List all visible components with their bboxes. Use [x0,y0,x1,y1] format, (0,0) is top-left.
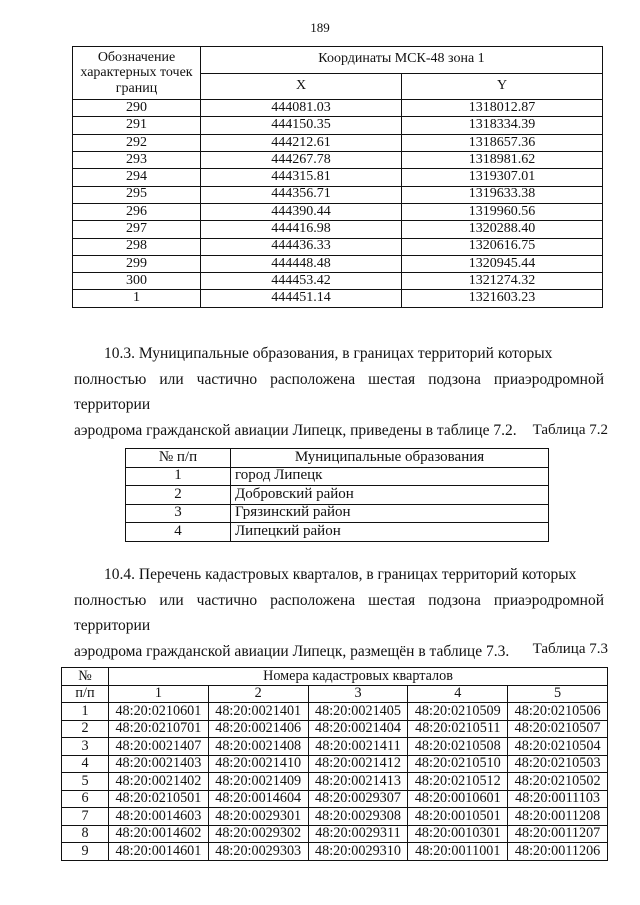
table-row [73,221,603,238]
cadastral-number-cell: 48:20:0021409 [208,773,308,791]
coordinates-table [72,46,603,308]
header-point-designation: Обозначение характерных точек границ [73,47,201,100]
cadastral-number-cell: 48:20:0210511 [408,720,508,738]
x-coordinate-cell: 444451.14 [201,290,402,307]
cadastral-number-cell: 48:20:0010601 [408,790,508,808]
y-coordinate-cell: 1318012.87 [402,100,603,117]
row-number-cell: 7 [62,808,109,826]
row-number-cell: 1 [126,467,231,486]
paragraph-10-3-line-2: полностью или частично расположена шестая подзона приаэродромной территории [74,370,604,413]
cadastral-number-cell: 48:20:0021408 [208,738,308,756]
table-row [73,186,603,203]
column-number-cell: 3 [308,685,408,703]
column-number-cell: 1 [109,685,209,703]
paragraph-10-3-line-3: аэродрома гражданской авиации Липецк, приведены в таблице 7.2. [74,421,517,439]
cadastral-number-cell: 48:20:0210503 [508,755,608,773]
cadastral-number-cell: 48:20:0210507 [508,720,608,738]
x-coordinate-cell: 444448.48 [201,255,402,272]
y-coordinate-cell: 1318334.39 [402,117,603,134]
row-number-cell: 2 [126,486,231,505]
municipalities-header-row [126,449,549,468]
cadastral-number-cell: 48:20:0210509 [408,703,508,721]
table-row [73,290,603,307]
table-row [62,808,608,826]
point-number-cell: 298 [73,238,201,255]
y-coordinate-cell: 1319307.01 [402,169,603,186]
paragraph-10-3 [74,341,604,443]
cadastral-number-cell: 48:20:0210504 [508,738,608,756]
table-row [62,843,608,861]
row-number-cell: 3 [62,738,109,756]
cadastral-number-cell: 48:20:0014602 [109,825,209,843]
cadastral-number-cell: 48:20:0010301 [408,825,508,843]
table-7-3-caption: Таблица 7.3 [532,641,608,657]
point-number-cell: 294 [73,169,201,186]
point-number-cell: 299 [73,255,201,272]
municipalities-table-body [126,449,549,542]
x-coordinate-cell: 444416.98 [201,221,402,238]
cadastral-number-cell: 48:20:0029302 [208,825,308,843]
row-number-cell: 9 [62,843,109,861]
y-coordinate-cell: 1318981.62 [402,152,603,169]
point-number-cell: 296 [73,203,201,220]
table-row [73,273,603,290]
paragraph-10-4 [74,562,604,664]
cadastral-column-numbers-row [62,685,608,703]
row-number-cell: 4 [62,755,109,773]
x-coordinate-cell: 444081.03 [201,100,402,117]
point-number-cell: 300 [73,273,201,290]
page-number: 189 [310,20,330,35]
cadastral-number-cell: 48:20:0021412 [308,755,408,773]
table-row [73,152,603,169]
coordinates-header-row [73,47,603,74]
table-row [126,486,549,505]
cadastral-number-cell: 48:20:0011208 [508,808,608,826]
row-number-cell: 5 [62,773,109,791]
cadastral-number-cell: 48:20:0210510 [408,755,508,773]
cadastral-number-cell: 48:20:0021407 [109,738,209,756]
cadastral-header-row [62,668,608,686]
y-coordinate-cell: 1320288.40 [402,221,603,238]
cadastral-table-body [62,668,608,861]
y-coordinate-cell: 1320616.75 [402,238,603,255]
municipality-name-cell: город Липецк [231,467,549,486]
municipality-name-cell: Липецкий район [231,523,549,542]
paragraph-10-3-line-1: 10.3. Муниципальные образования, в границах территорий которых [104,345,553,362]
y-coordinate-cell: 1319960.56 [402,203,603,220]
cadastral-number-cell: 48:20:0210701 [109,720,209,738]
cadastral-number-cell: 48:20:0021403 [109,755,209,773]
cadastral-number-cell: 48:20:0210502 [508,773,608,791]
cadastral-number-cell: 48:20:0210501 [109,790,209,808]
table-row [73,117,603,134]
header-y: Y [402,73,603,100]
cadastral-number-cell: 48:20:0014604 [208,790,308,808]
cadastral-number-cell: 48:20:0021411 [308,738,408,756]
cadastral-number-cell: 48:20:0014601 [109,843,209,861]
cadastral-number-cell: 48:20:0010501 [408,808,508,826]
paragraph-10-4-line-2: полностью или частично расположена шестая подзона приаэродромной территории [74,591,604,634]
x-coordinate-cell: 444150.35 [201,117,402,134]
table-row [62,703,608,721]
row-number-cell: 1 [62,703,109,721]
cadastral-number-cell: 48:20:0021405 [308,703,408,721]
cadastral-number-cell: 48:20:0021406 [208,720,308,738]
table-row [73,134,603,151]
point-number-cell: 1 [73,290,201,307]
cadastral-number-cell: 48:20:0210601 [109,703,209,721]
cadastral-number-cell: 48:20:0021401 [208,703,308,721]
y-coordinate-cell: 1321603.23 [402,290,603,307]
point-number-cell: 297 [73,221,201,238]
point-number-cell: 295 [73,186,201,203]
table-row [62,720,608,738]
cadastral-number-cell: 48:20:0014603 [109,808,209,826]
table-row [62,825,608,843]
table-row [73,238,603,255]
y-coordinate-cell: 1321274.32 [402,273,603,290]
point-number-cell: 291 [73,117,201,134]
header-x: X [201,73,402,100]
header-coordinates: Координаты МСК-48 зона 1 [201,47,603,74]
table-row [62,790,608,808]
table-row [62,755,608,773]
x-coordinate-cell: 444453.42 [201,273,402,290]
cadastral-number-cell: 48:20:0210506 [508,703,608,721]
point-number-cell: 290 [73,100,201,117]
row-number-cell: 6 [62,790,109,808]
column-number-cell: 2 [208,685,308,703]
table-row [62,738,608,756]
x-coordinate-cell: 444212.61 [201,134,402,151]
table-row [126,523,549,542]
x-coordinate-cell: 444315.81 [201,169,402,186]
table-row [73,100,603,117]
cadastral-number-cell: 48:20:0029310 [308,843,408,861]
municipalities-table [125,448,549,542]
cadastral-number-cell: 48:20:0021413 [308,773,408,791]
table-row [126,467,549,486]
y-coordinate-cell: 1319633.38 [402,186,603,203]
x-coordinate-cell: 444390.44 [201,203,402,220]
table-7-2-caption: Таблица 7.2 [532,422,608,438]
paragraph-10-4-line-1: 10.4. Перечень кадастровых кварталов, в границах территорий которых [104,566,577,583]
cadastral-number-cell: 48:20:0021402 [109,773,209,791]
municipality-name-cell: Добровский район [231,486,549,505]
cadastral-number-cell: 48:20:0210512 [408,773,508,791]
municipality-name-cell: Грязинский район [231,504,549,523]
table-row [73,255,603,272]
cadastral-number-cell: 48:20:0011103 [508,790,608,808]
row-number-cell: 2 [62,720,109,738]
table-row [73,169,603,186]
cadastral-number-cell: 48:20:0029303 [208,843,308,861]
table-row [73,203,603,220]
column-number-cell: 5 [508,685,608,703]
cadastral-number-cell: 48:20:0029308 [308,808,408,826]
row-number-cell: 4 [126,523,231,542]
cadastral-number-cell: 48:20:0029307 [308,790,408,808]
header-number-sign: № [62,668,109,686]
x-coordinate-cell: 444267.78 [201,152,402,169]
cadastral-number-cell: 48:20:0021410 [208,755,308,773]
paragraph-10-4-line-3: аэродрома гражданской авиации Липецк, размещён в таблице 7.3. [74,642,510,660]
row-number-cell: 3 [126,504,231,523]
cadastral-number-cell: 48:20:0210508 [408,738,508,756]
cadastral-quarters-table [61,667,608,861]
y-coordinate-cell: 1320945.44 [402,255,603,272]
point-number-cell: 292 [73,134,201,151]
header-cadastral-title: Номера кадастровых кварталов [109,668,608,686]
cadastral-number-cell: 48:20:0011001 [408,843,508,861]
header-municipality: Муниципальные образования [231,449,549,468]
table-row [126,504,549,523]
cadastral-number-cell: 48:20:0011207 [508,825,608,843]
header-row-number: № п/п [126,449,231,468]
cadastral-number-cell: 48:20:0011206 [508,843,608,861]
coordinates-table-body [73,47,603,308]
column-number-cell: 4 [408,685,508,703]
cadastral-number-cell: 48:20:0029301 [208,808,308,826]
x-coordinate-cell: 444356.71 [201,186,402,203]
row-number-cell: 8 [62,825,109,843]
table-row [62,773,608,791]
y-coordinate-cell: 1318657.36 [402,134,603,151]
header-row-number-label: п/п [62,685,109,703]
cadastral-number-cell: 48:20:0029311 [308,825,408,843]
x-coordinate-cell: 444436.33 [201,238,402,255]
cadastral-number-cell: 48:20:0021404 [308,720,408,738]
point-number-cell: 293 [73,152,201,169]
